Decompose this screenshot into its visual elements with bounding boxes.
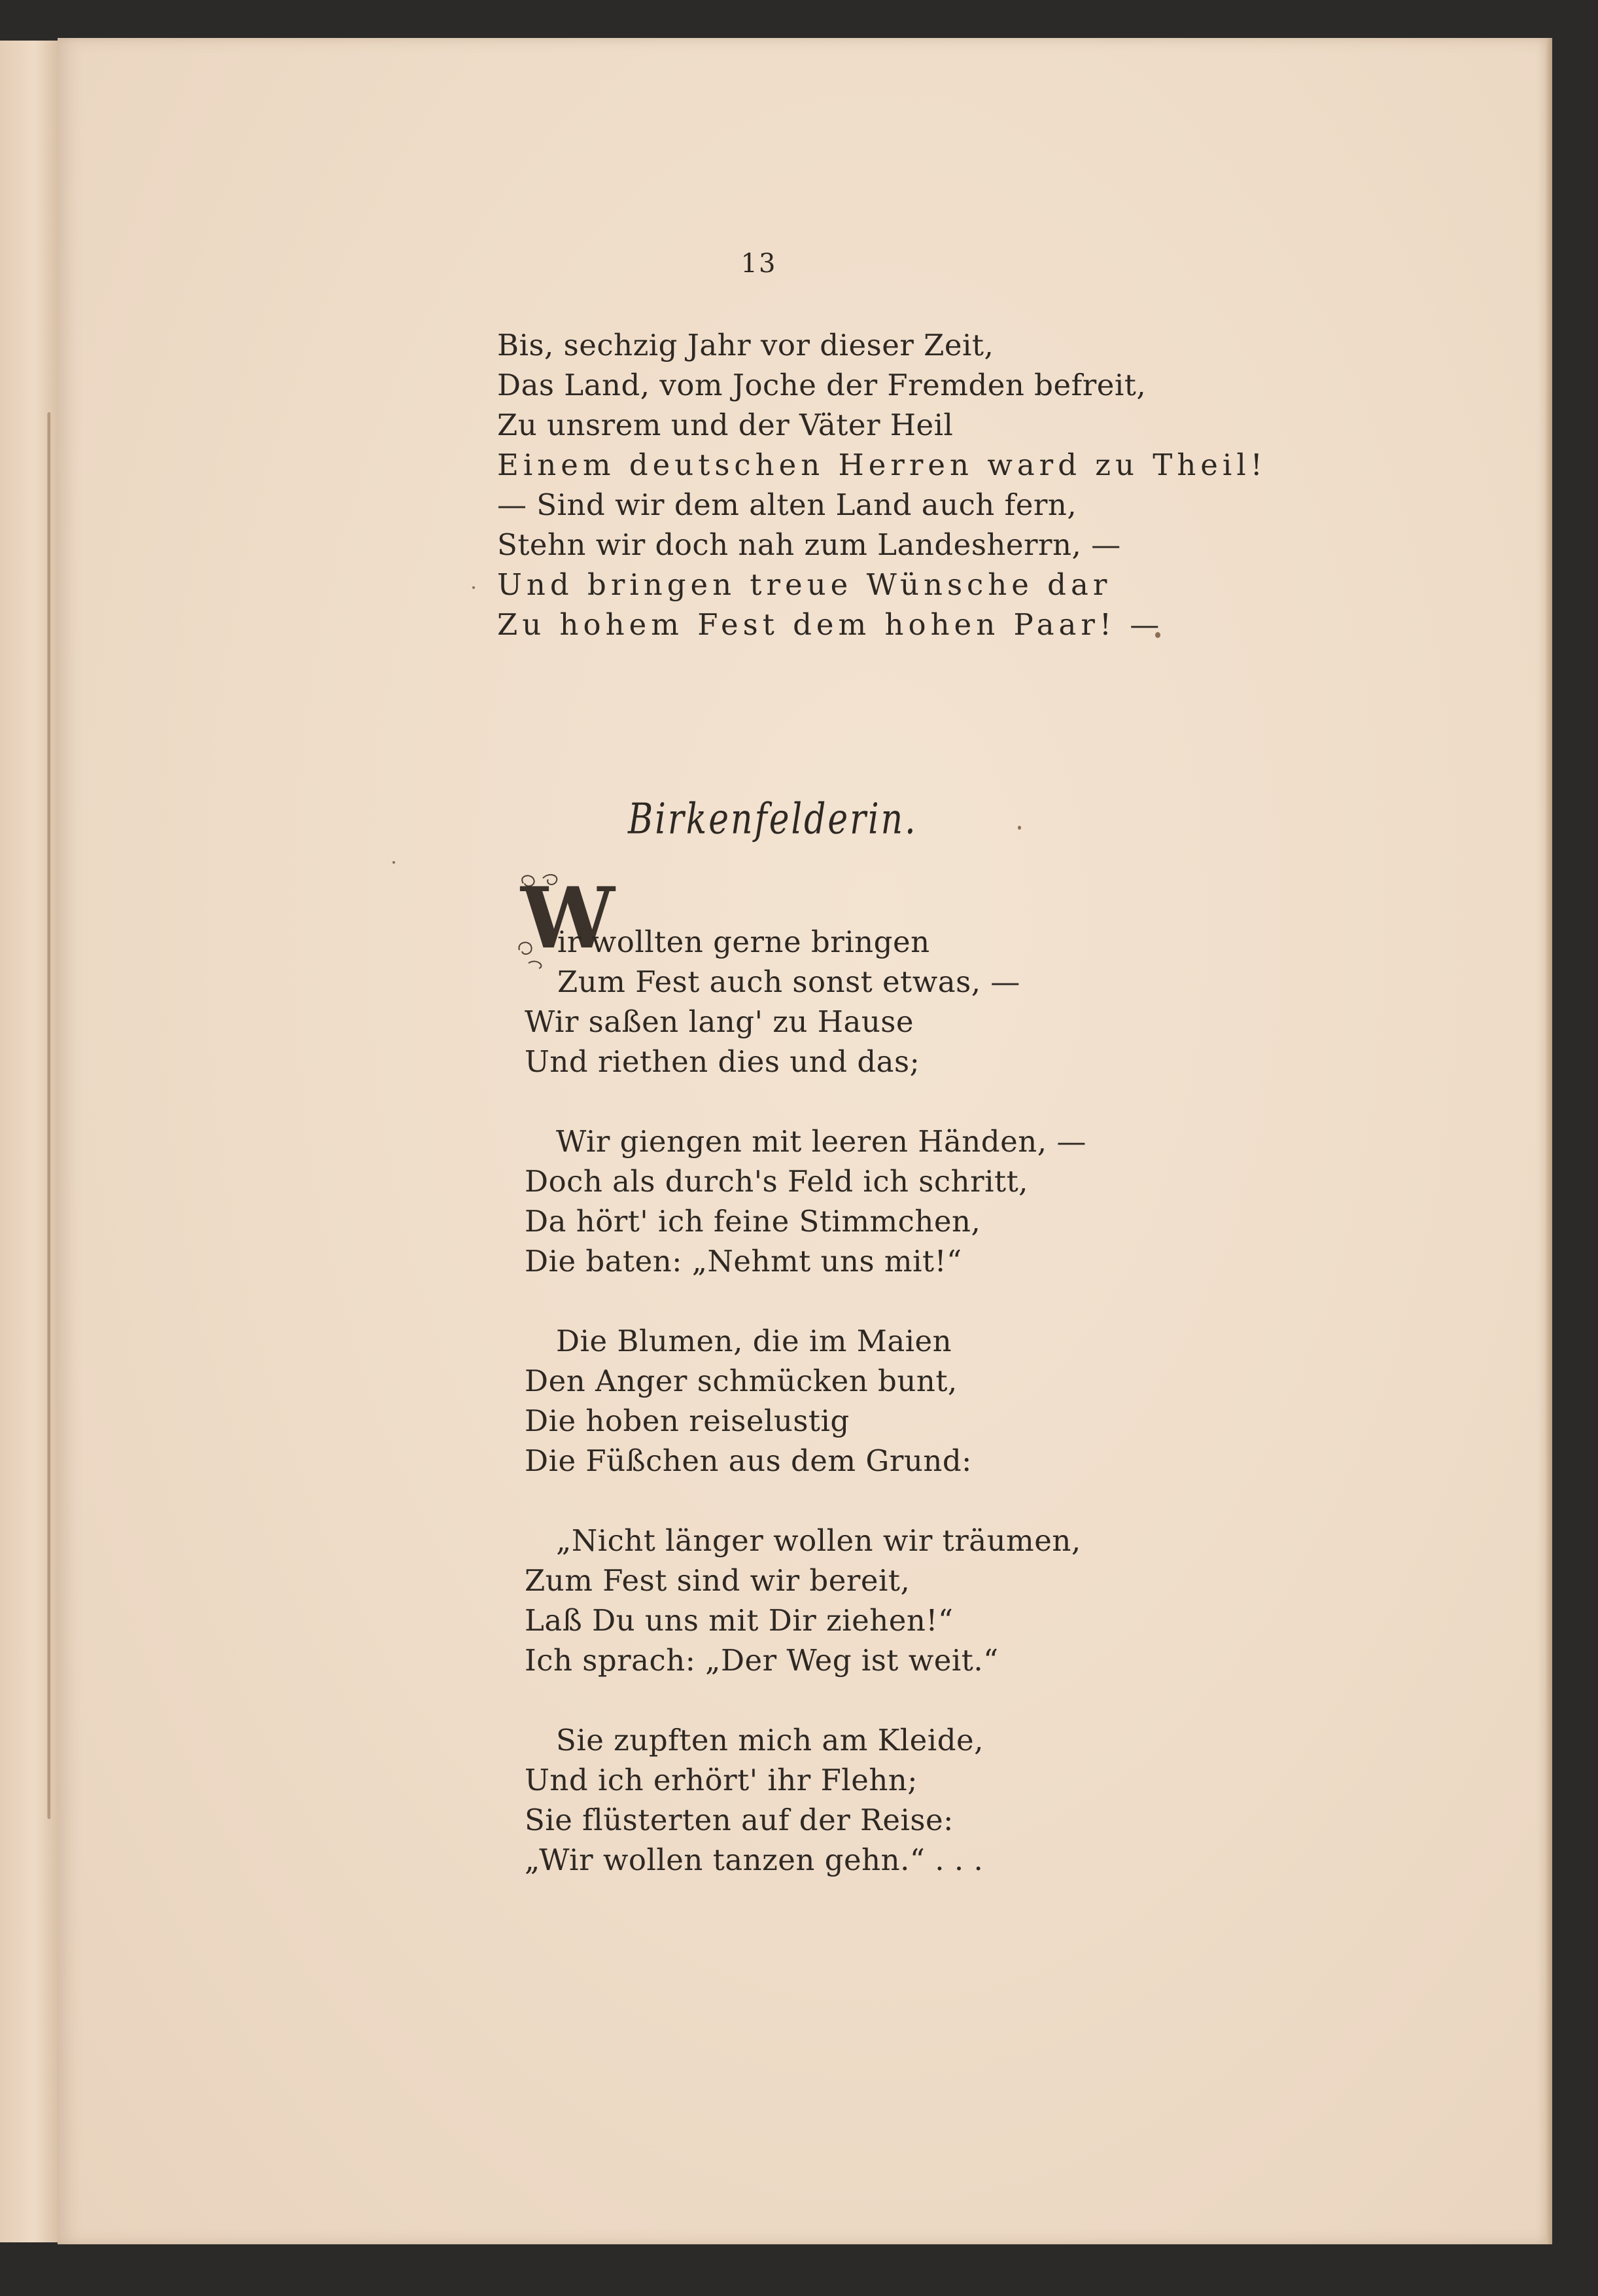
paper-speck <box>1018 826 1021 830</box>
verse-line: Das Land, vom Joche der Fremden befreit, <box>497 368 1147 402</box>
verse-line: Und ich erhört' ihr Flehn; <box>525 1763 918 1797</box>
verse-line: Die baten: „Nehmt uns mit!“ <box>525 1244 962 1279</box>
verse-line: Doch als durch's Feld ich schritt, <box>525 1164 1028 1199</box>
page-number: 13 <box>740 249 777 279</box>
verse-line: Und bringen treue Wünsche dar <box>497 567 1112 602</box>
verse-line: Den Anger schmücken bunt, <box>525 1364 958 1398</box>
verse-line: ir wollten gerne bringen <box>557 925 930 959</box>
verse-line: „Wir wollen tanzen gehn.“ . . . <box>525 1843 984 1877</box>
stanza-4 <box>525 1321 972 1481</box>
stanza-6 <box>525 1720 984 1880</box>
verse-line: Und riethen dies und das; <box>525 1044 920 1079</box>
paper-speck <box>472 586 475 589</box>
verse-line: Wir saßen lang' zu Hause <box>525 1004 914 1039</box>
verse-line: „Nicht länger wollen wir träumen, <box>556 1523 1081 1558</box>
verse-line: Sie zupften mich am Kleide, <box>556 1723 984 1757</box>
verse-line: Ich sprach: „Der Weg ist weit.“ <box>525 1643 999 1678</box>
stanza-1 <box>497 325 1267 645</box>
verse-line: Laß Du uns mit Dir ziehen!“ <box>525 1603 954 1638</box>
verse-line: Stehn wir doch nah zum Landesherrn, — <box>497 527 1121 562</box>
verse-line: Zum Fest auch sonst etwas, — <box>557 964 1020 999</box>
stanza-5 <box>525 1521 1081 1680</box>
verse-line: Die Füßchen aus dem Grund: <box>525 1443 972 1478</box>
book-gutter <box>47 412 51 1819</box>
stanza-3 <box>525 1122 1086 1281</box>
verse-line: Zu unsrem und der Väter Heil <box>497 408 954 442</box>
verse-line: — Sind wir dem alten Land auch fern, <box>497 487 1077 522</box>
paper-speck <box>392 861 395 864</box>
verse-line: Die hoben reiselustig <box>525 1404 850 1438</box>
verse-line: Einem deutschen Herren ward zu Theil! <box>497 448 1267 482</box>
poem-title: Birkenfelderin. <box>628 794 918 844</box>
verse-line: Bis, sechzig Jahr vor dieser Zeit, <box>497 328 994 362</box>
verse-line: Wir giengen mit leeren Händen, — <box>556 1124 1086 1159</box>
verse-line: Die Blumen, die im Maien <box>556 1324 952 1358</box>
drop-cap-letter: W <box>521 870 615 968</box>
verse-line: Zum Fest sind wir bereit, <box>525 1563 911 1598</box>
verse-line: Da hört' ich feine Stimmchen, <box>525 1204 981 1239</box>
verse-line: Sie flüsterten auf der Reise: <box>525 1803 954 1837</box>
stanza-2 <box>525 922 1020 1082</box>
page-right-edge <box>1546 38 1552 2244</box>
verse-line: Zu hohem Fest dem hohen Paar! — <box>497 607 1164 642</box>
